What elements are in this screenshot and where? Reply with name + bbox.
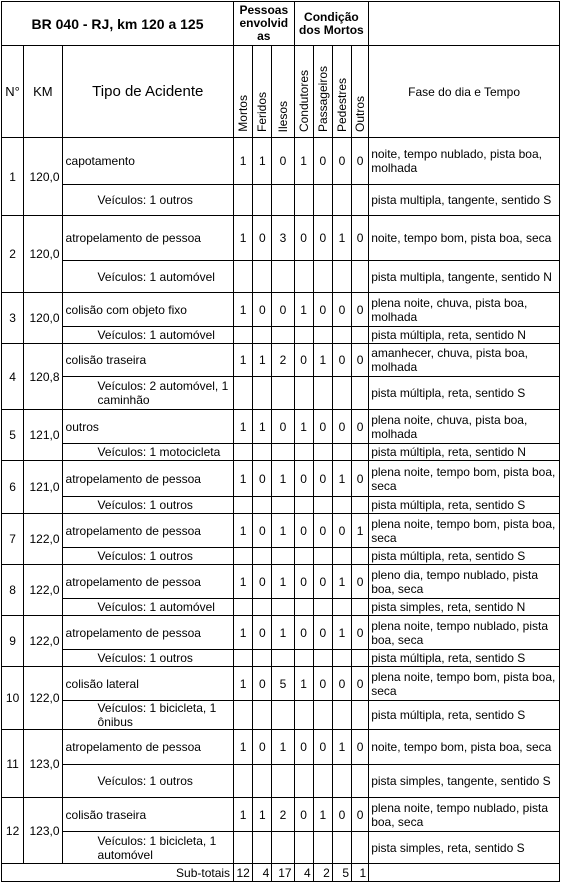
- cell-feridos: 0: [253, 667, 272, 701]
- cell-fase: plena noite, tempo nublado, pista boa, seca: [369, 798, 560, 832]
- cell-empty: [253, 832, 272, 864]
- cell-feridos: 0: [253, 514, 272, 548]
- cell-n: 6: [2, 461, 24, 514]
- cell-fase: plena noite, tempo nublado, pista boa, seca: [369, 616, 560, 650]
- cell-feridos: 1: [253, 410, 272, 444]
- cell-empty: [272, 497, 294, 514]
- cell-empty: [313, 444, 332, 461]
- cell-veiculos: Veículos: 1 automóvel: [62, 599, 234, 616]
- cell-empty: [272, 185, 294, 216]
- cell-tipo: atropelamento de pessoa: [62, 216, 234, 261]
- cell-empty: [253, 765, 272, 798]
- total-blank: [369, 864, 560, 882]
- cell-empty: [313, 701, 332, 730]
- cell-empty: [234, 650, 253, 667]
- col-header-ilesos: Ilesos: [272, 46, 294, 138]
- table-row: [2, 410, 560, 444]
- cell-pista: pista múltipla, reta, sentido S: [369, 497, 560, 514]
- cell-empty: [294, 444, 313, 461]
- cell-outros: 0: [352, 730, 369, 765]
- table-row: [2, 216, 560, 261]
- pessoas-envolvidas-header: Pessoas envolvid as: [234, 2, 295, 46]
- cell-empty: [294, 185, 313, 216]
- cell-mortos: 1: [234, 410, 253, 444]
- cell-ilesos: 5: [272, 667, 294, 701]
- cell-empty: [332, 701, 351, 730]
- cell-empty: [272, 832, 294, 864]
- cell-empty: [352, 185, 369, 216]
- cell-empty: [294, 650, 313, 667]
- cell-pedestres: 0: [332, 667, 351, 701]
- cell-n: 9: [2, 616, 24, 667]
- cell-pista: pista multipla, tangente, sentido N: [369, 261, 560, 293]
- cell-empty: [234, 701, 253, 730]
- cell-veiculos: Veículos: 1 outros: [62, 497, 234, 514]
- cell-outros: 0: [352, 293, 369, 327]
- cell-empty: [352, 701, 369, 730]
- table-row-detail: [2, 599, 560, 616]
- cell-condutores: 0: [294, 461, 313, 497]
- cell-fase: noite, tempo bom, pista boa, seca: [369, 730, 560, 765]
- cell-pedestres: 1: [332, 616, 351, 650]
- cell-empty: [272, 548, 294, 565]
- cell-veiculos: Veículos: 1 automóvel: [62, 327, 234, 344]
- table-row: [2, 616, 560, 650]
- cell-empty: [294, 327, 313, 344]
- cell-passageiros: 0: [313, 514, 332, 548]
- cell-outros: 0: [352, 565, 369, 599]
- cell-empty: [234, 832, 253, 864]
- cell-empty: [352, 599, 369, 616]
- cell-empty: [332, 599, 351, 616]
- cell-outros: 0: [352, 216, 369, 261]
- cell-pista: pista múltipla, reta, sentido N: [369, 444, 560, 461]
- cell-pista: pista múltipla, reta, sentido S: [369, 650, 560, 667]
- cell-n: 8: [2, 565, 24, 616]
- cell-mortos: 1: [234, 293, 253, 327]
- cell-km: 122,0: [24, 565, 62, 616]
- col-header-fase: Fase do dia e Tempo: [369, 46, 560, 138]
- col-header-mortos: Mortos: [234, 46, 253, 138]
- cell-pista: pista múltipla, reta, sentido N: [369, 327, 560, 344]
- cell-outros: 0: [352, 667, 369, 701]
- cell-empty: [313, 650, 332, 667]
- cell-pedestres: 1: [332, 730, 351, 765]
- cell-empty: [313, 548, 332, 565]
- col-header-condutores: Condutores: [294, 46, 313, 138]
- cell-empty: [272, 650, 294, 667]
- cell-n: 7: [2, 514, 24, 565]
- table-title: BR 040 - RJ, km 120 a 125: [2, 2, 234, 46]
- total-condutores: 4: [294, 864, 313, 882]
- cell-veiculos: Veículos: 1 outros: [62, 185, 234, 216]
- cell-mortos: 1: [234, 730, 253, 765]
- total-mortos: 12: [234, 864, 253, 882]
- cell-outros: 0: [352, 138, 369, 185]
- cell-fase: noite, tempo bom, pista boa, seca: [369, 216, 560, 261]
- subtotals-label: Sub-totais: [2, 864, 234, 882]
- cell-km: 122,0: [24, 616, 62, 667]
- cell-n: 12: [2, 798, 24, 864]
- cell-n: 1: [2, 138, 24, 216]
- cell-empty: [272, 765, 294, 798]
- total-pedestres: 5: [332, 864, 351, 882]
- cell-pista: pista multipla, tangente, sentido S: [369, 185, 560, 216]
- cell-ilesos: 3: [272, 216, 294, 261]
- table-row: [2, 514, 560, 548]
- cell-passageiros: 0: [313, 216, 332, 261]
- cell-empty: [294, 548, 313, 565]
- cell-feridos: 0: [253, 730, 272, 765]
- cell-condutores: 0: [294, 730, 313, 765]
- table-row: [2, 138, 560, 185]
- cell-feridos: 0: [253, 616, 272, 650]
- cell-km: 121,0: [24, 461, 62, 514]
- cell-empty: [253, 701, 272, 730]
- cell-empty: [332, 261, 351, 293]
- cell-fase: plena noite, tempo bom, pista boa, seca: [369, 461, 560, 497]
- cell-tipo: atropelamento de pessoa: [62, 730, 234, 765]
- cell-empty: [332, 832, 351, 864]
- cell-passageiros: 0: [313, 565, 332, 599]
- cell-empty: [294, 765, 313, 798]
- table-row-detail: [2, 377, 560, 410]
- cell-condutores: 0: [294, 798, 313, 832]
- cell-feridos: 0: [253, 565, 272, 599]
- table-row-detail: [2, 185, 560, 216]
- cell-pedestres: 1: [332, 565, 351, 599]
- cell-tipo: colisão traseira: [62, 798, 234, 832]
- cell-mortos: 1: [234, 344, 253, 377]
- cell-ilesos: 2: [272, 798, 294, 832]
- cell-empty: [253, 327, 272, 344]
- cell-empty: [352, 444, 369, 461]
- table-row: [2, 344, 560, 377]
- cell-passageiros: 0: [313, 616, 332, 650]
- cell-empty: [352, 497, 369, 514]
- cell-veiculos: Veículos: 1 outros: [62, 650, 234, 667]
- cell-empty: [313, 832, 332, 864]
- cell-empty: [234, 185, 253, 216]
- table-row-detail: [2, 327, 560, 344]
- total-feridos: 4: [253, 864, 272, 882]
- cell-empty: [332, 765, 351, 798]
- cell-pedestres: 1: [332, 216, 351, 261]
- cell-mortos: 1: [234, 461, 253, 497]
- cell-empty: [253, 261, 272, 293]
- cell-pista: pista múltipla, reta, sentido S: [369, 377, 560, 410]
- cell-feridos: 0: [253, 216, 272, 261]
- cell-passageiros: 0: [313, 138, 332, 185]
- cell-veiculos: Veículos: 1 automóvel: [62, 261, 234, 293]
- cell-outros: 0: [352, 798, 369, 832]
- cell-km: 122,0: [24, 667, 62, 730]
- cell-tipo: outros: [62, 410, 234, 444]
- col-header-tipo: Tipo de Acidente: [62, 46, 234, 138]
- cell-tipo: atropelamento de pessoa: [62, 616, 234, 650]
- col-header-outros: Outros: [352, 46, 369, 138]
- cell-empty: [253, 548, 272, 565]
- cell-fase: plena noite, tempo bom, pista boa, seca: [369, 667, 560, 701]
- cell-km: 121,0: [24, 410, 62, 461]
- cell-empty: [332, 497, 351, 514]
- cell-pedestres: 0: [332, 514, 351, 548]
- cell-empty: [313, 185, 332, 216]
- cell-condutores: 1: [294, 138, 313, 185]
- cell-outros: 0: [352, 616, 369, 650]
- cell-pedestres: 0: [332, 138, 351, 185]
- table-row-detail: [2, 701, 560, 730]
- cell-veiculos: Veículos: 1 outros: [62, 548, 234, 565]
- cell-veiculos: Veículos: 2 automóvel, 1 caminhão: [62, 377, 234, 410]
- cell-condutores: 0: [294, 344, 313, 377]
- cell-km: 123,0: [24, 730, 62, 798]
- cell-ilesos: 2: [272, 344, 294, 377]
- cell-condutores: 1: [294, 410, 313, 444]
- cell-pedestres: 1: [332, 461, 351, 497]
- table-row: [2, 565, 560, 599]
- total-ilesos: 17: [272, 864, 294, 882]
- cell-empty: [352, 765, 369, 798]
- table-row-detail: [2, 497, 560, 514]
- cell-passageiros: 0: [313, 410, 332, 444]
- condicao-mortos-header: Condição dos Mortos: [294, 2, 369, 46]
- cell-condutores: 0: [294, 616, 313, 650]
- cell-tipo: colisão traseira: [62, 344, 234, 377]
- cell-fase: pleno dia, tempo nublado, pista boa, seca: [369, 565, 560, 599]
- cell-ilesos: 1: [272, 565, 294, 599]
- cell-empty: [253, 444, 272, 461]
- cell-empty: [332, 444, 351, 461]
- cell-empty: [234, 327, 253, 344]
- cell-km: 123,0: [24, 798, 62, 864]
- cell-fase: noite, tempo nublado, pista boa, molhada: [369, 138, 560, 185]
- cell-tipo: atropelamento de pessoa: [62, 514, 234, 548]
- cell-ilesos: 0: [272, 410, 294, 444]
- cell-passageiros: 0: [313, 293, 332, 327]
- table-row: [2, 667, 560, 701]
- cell-empty: [253, 650, 272, 667]
- cell-pista: pista simples, tangente, sentido S: [369, 765, 560, 798]
- cell-empty: [352, 327, 369, 344]
- cell-veiculos: Veículos: 1 bicicleta, 1 automóvel: [62, 832, 234, 864]
- table-row-detail: [2, 765, 560, 798]
- cell-mortos: 1: [234, 138, 253, 185]
- cell-empty: [294, 497, 313, 514]
- cell-fase: plena noite, chuva, pista boa, molhada: [369, 410, 560, 444]
- cell-empty: [332, 185, 351, 216]
- cell-empty: [313, 497, 332, 514]
- cell-empty: [294, 377, 313, 410]
- table-row: [2, 293, 560, 327]
- cell-empty: [313, 327, 332, 344]
- cell-n: 3: [2, 293, 24, 344]
- cell-ilesos: 1: [272, 461, 294, 497]
- cell-passageiros: 0: [313, 461, 332, 497]
- header-blank: [369, 2, 560, 46]
- cell-tipo: capotamento: [62, 138, 234, 185]
- cell-empty: [294, 599, 313, 616]
- cell-tipo: atropelamento de pessoa: [62, 461, 234, 497]
- cell-empty: [234, 377, 253, 410]
- cell-tipo: atropelamento de pessoa: [62, 565, 234, 599]
- cell-condutores: 0: [294, 216, 313, 261]
- accident-table: [1, 1, 560, 882]
- cell-passageiros: 0: [313, 667, 332, 701]
- cell-km: 120,0: [24, 216, 62, 293]
- cell-veiculos: Veículos: 1 outros: [62, 765, 234, 798]
- cell-n: 5: [2, 410, 24, 461]
- cell-empty: [253, 599, 272, 616]
- cell-ilesos: 0: [272, 138, 294, 185]
- total-outros: 1: [352, 864, 369, 882]
- cell-empty: [294, 701, 313, 730]
- table-row-detail: [2, 548, 560, 565]
- cell-condutores: 0: [294, 514, 313, 548]
- table-row-detail: [2, 650, 560, 667]
- cell-empty: [332, 327, 351, 344]
- cell-pedestres: 0: [332, 344, 351, 377]
- cell-ilesos: 1: [272, 730, 294, 765]
- table-row-detail: [2, 261, 560, 293]
- cell-empty: [294, 832, 313, 864]
- cell-passageiros: 1: [313, 798, 332, 832]
- cell-outros: 0: [352, 461, 369, 497]
- subtotals-row: [2, 864, 560, 882]
- cell-empty: [294, 261, 313, 293]
- total-passageiros: 2: [313, 864, 332, 882]
- cell-pedestres: 0: [332, 798, 351, 832]
- cell-condutores: 0: [294, 565, 313, 599]
- cell-fase: amanhecer, chuva, pista boa, molhada: [369, 344, 560, 377]
- cell-outros: 0: [352, 410, 369, 444]
- cell-empty: [352, 650, 369, 667]
- cell-mortos: 1: [234, 514, 253, 548]
- cell-feridos: 1: [253, 138, 272, 185]
- cell-km: 120,8: [24, 344, 62, 410]
- cell-pedestres: 0: [332, 410, 351, 444]
- col-header-feridos: Feridos: [253, 46, 272, 138]
- cell-pista: pista simples, reta, sentido N: [369, 599, 560, 616]
- cell-feridos: 1: [253, 344, 272, 377]
- cell-passageiros: 0: [313, 730, 332, 765]
- cell-empty: [352, 832, 369, 864]
- col-header-km: KM: [24, 46, 62, 138]
- cell-outros: 0: [352, 344, 369, 377]
- table-row-detail: [2, 832, 560, 864]
- cell-passageiros: 1: [313, 344, 332, 377]
- cell-n: 11: [2, 730, 24, 798]
- cell-empty: [313, 261, 332, 293]
- cell-empty: [332, 377, 351, 410]
- cell-empty: [234, 548, 253, 565]
- cell-pista: pista simples, reta, sentido S: [369, 832, 560, 864]
- cell-empty: [272, 444, 294, 461]
- cell-mortos: 1: [234, 616, 253, 650]
- cell-feridos: 0: [253, 293, 272, 327]
- cell-n: 10: [2, 667, 24, 730]
- cell-mortos: 1: [234, 565, 253, 599]
- cell-empty: [234, 599, 253, 616]
- cell-km: 122,0: [24, 514, 62, 565]
- cell-tipo: colisão com objeto fixo: [62, 293, 234, 327]
- cell-empty: [253, 497, 272, 514]
- cell-empty: [352, 261, 369, 293]
- col-header-pedestres: Pedestres: [332, 46, 351, 138]
- cell-empty: [253, 185, 272, 216]
- cell-outros: 1: [352, 514, 369, 548]
- cell-pista: pista múltipla, reta, sentido S: [369, 548, 560, 565]
- col-header-n: N°: [2, 46, 24, 138]
- cell-feridos: 0: [253, 461, 272, 497]
- cell-veiculos: Veículos: 1 motocicleta: [62, 444, 234, 461]
- cell-n: 2: [2, 216, 24, 293]
- cell-empty: [253, 377, 272, 410]
- cell-pista: pista múltipla, reta, sentido S: [369, 701, 560, 730]
- cell-empty: [332, 548, 351, 565]
- cell-n: 4: [2, 344, 24, 410]
- cell-condutores: 1: [294, 293, 313, 327]
- cell-fase: plena noite, tempo bom, pista boa, seca: [369, 514, 560, 548]
- table-row: [2, 461, 560, 497]
- cell-mortos: 1: [234, 798, 253, 832]
- cell-condutores: 1: [294, 667, 313, 701]
- table-row-detail: [2, 444, 560, 461]
- cell-empty: [234, 444, 253, 461]
- col-header-passageiros: Passageiros: [313, 46, 332, 138]
- cell-feridos: 1: [253, 798, 272, 832]
- cell-empty: [352, 377, 369, 410]
- cell-empty: [332, 650, 351, 667]
- cell-empty: [272, 327, 294, 344]
- cell-km: 120,0: [24, 138, 62, 216]
- cell-empty: [234, 765, 253, 798]
- cell-empty: [313, 765, 332, 798]
- cell-empty: [272, 377, 294, 410]
- cell-veiculos: Veículos: 1 bicicleta, 1 ônibus: [62, 701, 234, 730]
- cell-empty: [272, 261, 294, 293]
- cell-empty: [234, 261, 253, 293]
- cell-empty: [234, 497, 253, 514]
- table-row: [2, 798, 560, 832]
- cell-pedestres: 0: [332, 293, 351, 327]
- cell-ilesos: 1: [272, 514, 294, 548]
- cell-tipo: colisão lateral: [62, 667, 234, 701]
- cell-km: 120,0: [24, 293, 62, 344]
- cell-mortos: 1: [234, 667, 253, 701]
- table-row: [2, 730, 560, 765]
- cell-empty: [272, 599, 294, 616]
- cell-ilesos: 0: [272, 293, 294, 327]
- cell-fase: plena noite, chuva, pista boa, molhada: [369, 293, 560, 327]
- cell-mortos: 1: [234, 216, 253, 261]
- cell-empty: [313, 599, 332, 616]
- cell-empty: [352, 548, 369, 565]
- cell-empty: [272, 701, 294, 730]
- cell-empty: [313, 377, 332, 410]
- cell-ilesos: 1: [272, 616, 294, 650]
